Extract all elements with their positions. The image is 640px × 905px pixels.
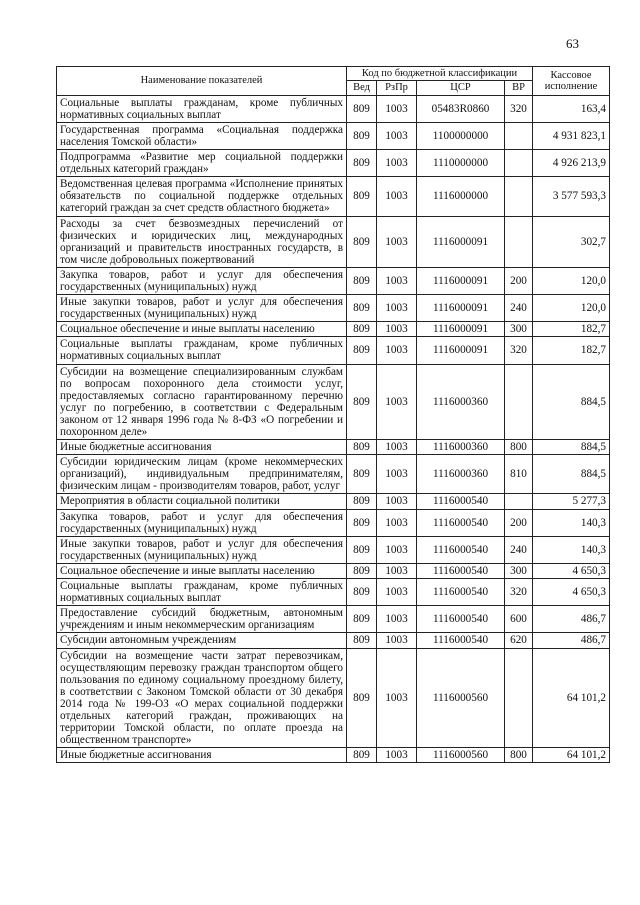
row-amount: 4 650,3 [533,563,610,578]
row-rzpr: 1003 [377,579,417,606]
table-row [57,563,610,578]
row-vr [505,122,533,149]
row-ved: 809 [347,648,377,748]
row-vr: 320 [505,95,533,122]
row-rzpr: 1003 [377,494,417,509]
row-rzpr: 1003 [377,322,417,337]
row-name: Предоставление субсидий бюджетным, автономным учреждениям и иным некоммерческим организациям [57,606,347,633]
row-amount: 486,7 [533,606,610,633]
row-ved: 809 [347,364,377,440]
row-rzpr: 1003 [377,150,417,177]
row-csr: 1116000540 [417,509,505,536]
row-ved: 809 [347,563,377,578]
page-number: 63 [566,36,579,51]
row-rzpr: 1003 [377,364,417,440]
row-csr: 1116000360 [417,455,505,494]
table-row [57,267,610,294]
table-row [57,295,610,322]
row-name: Субсидии на возмещение части затрат перевозчикам, осуществляющим перевозку граждан транспортом общего пользования по единому социальному проездному билету, в соответствии с Законом Томской области от 30 декабря 2014 года № 199-ОЗ «О мерах социальной поддержки отдельных категорий граждан, проживающих на территории Томской области, по оплате проезда на общественном транспорте» [57,648,347,748]
row-name: Социальное обеспечение и иные выплаты населению [57,322,347,337]
row-rzpr: 1003 [377,633,417,648]
row-rzpr: 1003 [377,95,417,122]
row-amount: 3 577 593,3 [533,177,610,216]
row-ved: 809 [347,536,377,563]
row-name: Социальное обеспечение и иные выплаты населению [57,563,347,578]
row-ved: 809 [347,122,377,149]
row-csr: 05483R0860 [417,95,505,122]
row-vr: 620 [505,633,533,648]
row-vr: 240 [505,295,533,322]
row-vr: 810 [505,455,533,494]
row-vr [505,364,533,440]
row-amount: 884,5 [533,440,610,455]
row-ved: 809 [347,455,377,494]
row-amount: 64 101,2 [533,648,610,748]
row-amount: 5 277,3 [533,494,610,509]
row-ved: 809 [347,150,377,177]
row-name: Иные бюджетные ассигнования [57,748,347,763]
table-row [57,494,610,509]
row-ved: 809 [347,322,377,337]
row-vr: 200 [505,509,533,536]
row-amount: 120,0 [533,295,610,322]
table-row [57,536,610,563]
row-ved: 809 [347,633,377,648]
row-amount: 163,4 [533,95,610,122]
row-name: Закупка товаров, работ и услуг для обеспечения государственных (муниципальных) нужд [57,267,347,294]
row-rzpr: 1003 [377,563,417,578]
row-name: Социальные выплаты гражданам, кроме публичных нормативных социальных выплат [57,579,347,606]
row-csr: 1116000540 [417,606,505,633]
row-amount: 302,7 [533,216,610,267]
row-amount: 182,7 [533,337,610,364]
row-csr: 1116000091 [417,216,505,267]
row-rzpr: 1003 [377,295,417,322]
row-csr: 1116000091 [417,295,505,322]
table-row [57,122,610,149]
row-csr: 1116000000 [417,177,505,216]
row-rzpr: 1003 [377,440,417,455]
row-ved: 809 [347,295,377,322]
row-name: Подпрограмма «Развитие мер социальной поддержки отдельных категорий граждан» [57,150,347,177]
row-ved: 809 [347,748,377,763]
row-csr: 1100000000 [417,122,505,149]
row-amount: 4 926 213,9 [533,150,610,177]
table-row [57,509,610,536]
table-row [57,216,610,267]
row-vr: 800 [505,748,533,763]
row-name: Мероприятия в области социальной политики [57,494,347,509]
table-row [57,606,610,633]
row-rzpr: 1003 [377,122,417,149]
row-name: Расходы за счет безвозмездных перечислений от физических и юридических лиц, международных организаций и правительств иностранных государств, в том числе добровольных пожертвований [57,216,347,267]
row-ved: 809 [347,267,377,294]
row-vr: 300 [505,322,533,337]
row-csr: 1116000540 [417,579,505,606]
header-budget-code: Код по бюджетной классификации [347,67,533,81]
row-vr: 800 [505,440,533,455]
row-csr: 1116000360 [417,364,505,440]
row-csr: 1116000540 [417,633,505,648]
row-vr [505,494,533,509]
row-vr [505,216,533,267]
row-ved: 809 [347,95,377,122]
row-name: Субсидии на возмещение специализированным службам по вопросам похоронного дела стоимости услуг, предоставляемых согласно гарантированному перечню услуг по погребению, в соответствии с Федеральным законом от 12 января 1996 года № 8-ФЗ «О погребении и похоронном деле» [57,364,347,440]
row-rzpr: 1003 [377,648,417,748]
row-vr [505,648,533,748]
row-rzpr: 1003 [377,536,417,563]
table-row [57,177,610,216]
row-amount: 486,7 [533,633,610,648]
table-body [57,95,610,763]
row-name: Ведомственная целевая программа «Исполнение принятых обязательств по социальной поддержке отдельных категорий граждан за счет средств областного бюджета» [57,177,347,216]
row-name: Иные закупки товаров, работ и услуг для обеспечения государственных (муниципальных) нужд [57,295,347,322]
table-row [57,364,610,440]
row-rzpr: 1003 [377,267,417,294]
row-csr: 1116000540 [417,563,505,578]
row-csr: 1116000360 [417,440,505,455]
row-csr: 1116000540 [417,494,505,509]
row-ved: 809 [347,494,377,509]
row-ved: 809 [347,579,377,606]
header-vr: ВР [505,81,533,95]
row-vr: 600 [505,606,533,633]
row-name: Субсидии автономным учреждениям [57,633,347,648]
row-name: Социальные выплаты гражданам, кроме публичных нормативных социальных выплат [57,95,347,122]
row-vr: 320 [505,337,533,364]
table-header-row [57,67,610,81]
row-amount: 140,3 [533,536,610,563]
header-ved: Вед [347,81,377,95]
row-rzpr: 1003 [377,216,417,267]
row-ved: 809 [347,216,377,267]
table-row [57,337,610,364]
row-amount: 182,7 [533,322,610,337]
row-ved: 809 [347,509,377,536]
table-row [57,95,610,122]
row-rzpr: 1003 [377,509,417,536]
row-amount: 884,5 [533,364,610,440]
row-rzpr: 1003 [377,748,417,763]
row-rzpr: 1003 [377,606,417,633]
row-name: Государственная программа «Социальная поддержка населения Томской области» [57,122,347,149]
row-ved: 809 [347,337,377,364]
table-row [57,648,610,748]
row-vr: 240 [505,536,533,563]
row-csr: 1116000091 [417,337,505,364]
row-amount: 884,5 [533,455,610,494]
table-row [57,748,610,763]
row-vr: 320 [505,579,533,606]
row-name: Иные закупки товаров, работ и услуг для обеспечения государственных (муниципальных) нужд [57,536,347,563]
row-ved: 809 [347,177,377,216]
header-rzpr: РзПр [377,81,417,95]
row-ved: 809 [347,606,377,633]
table-row [57,633,610,648]
row-csr: 1116000091 [417,267,505,294]
row-rzpr: 1003 [377,455,417,494]
row-name: Иные бюджетные ассигнования [57,440,347,455]
row-amount: 4 650,3 [533,579,610,606]
header-name: Наименование показателей [57,67,347,96]
row-name: Субсидии юридическим лицам (кроме некоммерческих организаций), индивидуальным предпринимателям, физическим лицам - производителям товаров, работ, услуг [57,455,347,494]
table-row [57,440,610,455]
table-row [57,455,610,494]
row-vr [505,150,533,177]
row-csr: 1116000560 [417,648,505,748]
row-amount: 140,3 [533,509,610,536]
row-csr: 1110000000 [417,150,505,177]
table-row [57,322,610,337]
row-csr: 1116000560 [417,748,505,763]
row-csr: 1116000540 [417,536,505,563]
row-amount: 64 101,2 [533,748,610,763]
table-row [57,579,610,606]
row-name: Социальные выплаты гражданам, кроме публичных нормативных социальных выплат [57,337,347,364]
row-vr: 300 [505,563,533,578]
row-csr: 1116000091 [417,322,505,337]
row-amount: 4 931 823,1 [533,122,610,149]
budget-table [56,66,610,763]
row-amount: 120,0 [533,267,610,294]
row-vr: 200 [505,267,533,294]
header-amount: Кассовое исполнение [533,67,610,96]
row-rzpr: 1003 [377,337,417,364]
header-csr: ЦСР [417,81,505,95]
row-ved: 809 [347,440,377,455]
table-row [57,150,610,177]
row-name: Закупка товаров, работ и услуг для обеспечения государственных (муниципальных) нужд [57,509,347,536]
row-vr [505,177,533,216]
row-rzpr: 1003 [377,177,417,216]
